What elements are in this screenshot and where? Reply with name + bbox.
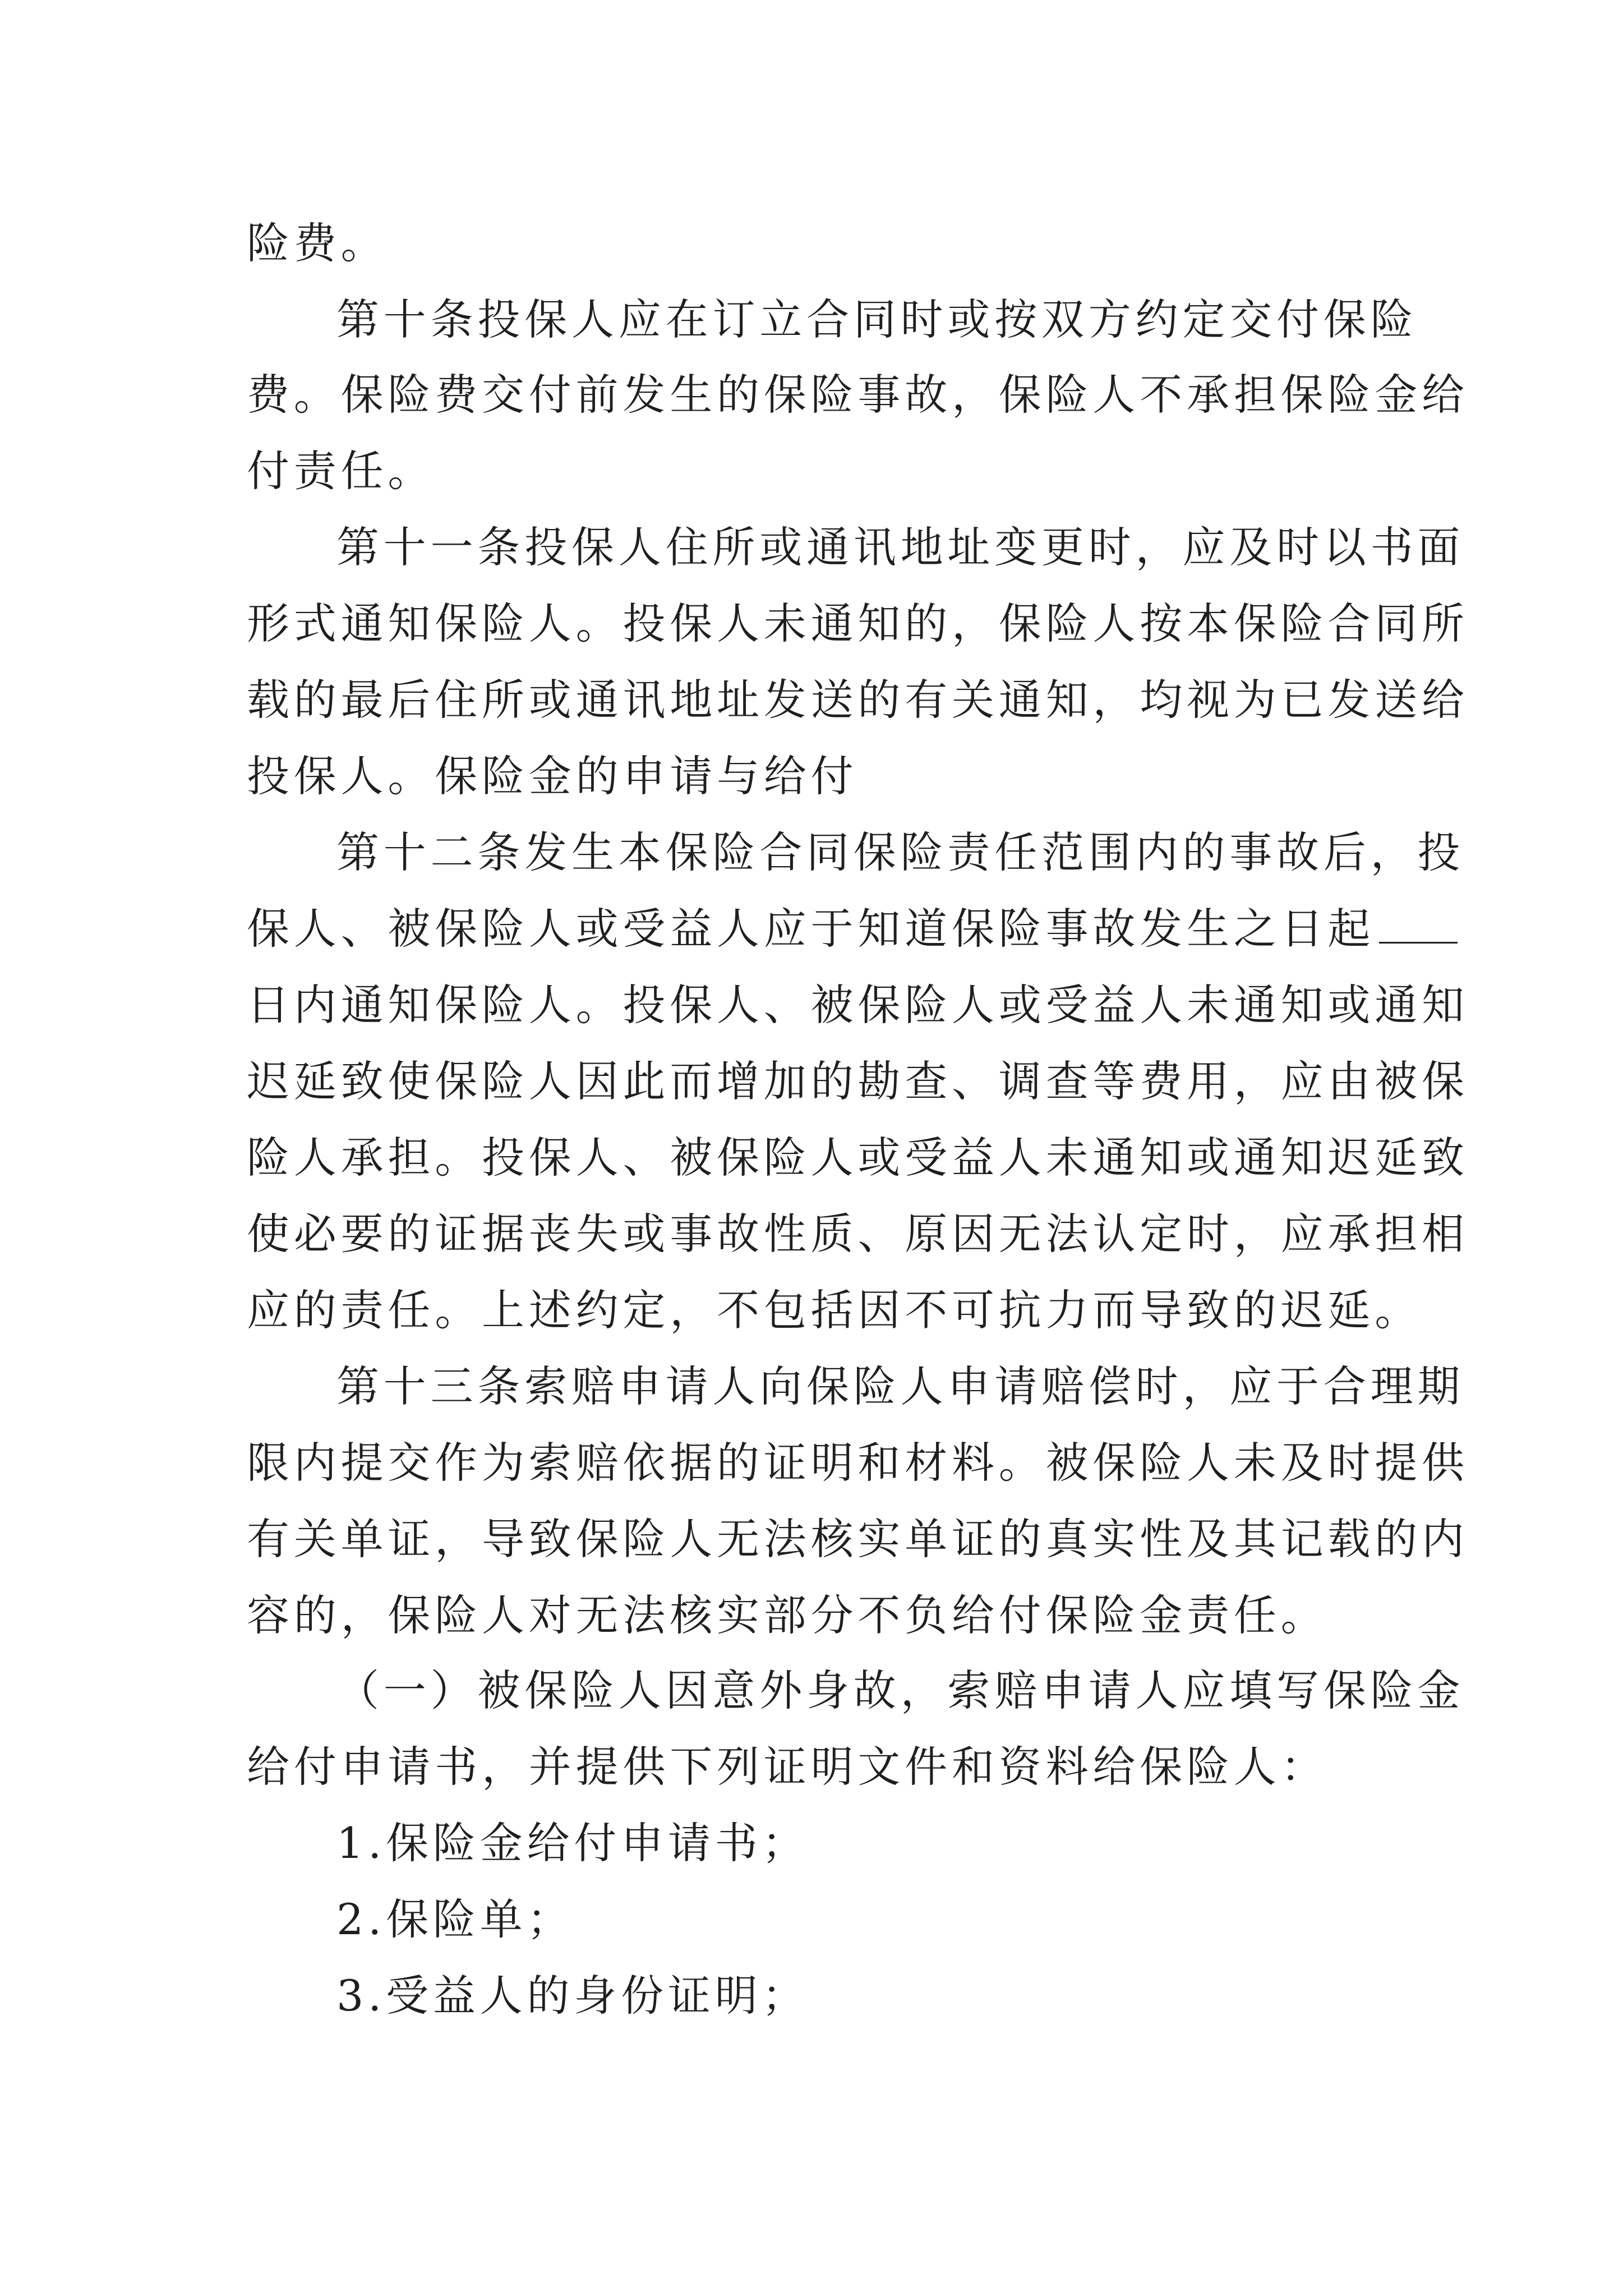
text-line: 付责任。 — [247, 446, 435, 496]
text-line: 应的责任。上述约定，不包括因不可抗力而导致的迟延。 — [247, 1285, 1422, 1335]
list-item: 3.受益人的身份证明； — [336, 1971, 809, 2021]
list-item: 1.保险金给付申请书； — [336, 1818, 809, 1868]
text-line: 日内通知保险人。投保人、被保险人或受益人未通知或通知 — [247, 980, 1469, 1030]
text-line-with-blank — [247, 900, 1391, 958]
article-12-line: 第十二条发生本保险合同保险责任范围内的事故后，投 — [336, 827, 1465, 877]
text-line: 载的最后住所或通讯地址发送的有关通知，均视为已发送给 — [247, 675, 1469, 725]
text-line: 有关单证，导致保险人无法核实单证的真实性及其记载的内 — [247, 1514, 1469, 1564]
text-line: 形式通知保险人。投保人未通知的，保险人按本保险合同所 — [247, 599, 1469, 648]
list-item: 2.保险单； — [336, 1894, 574, 1944]
text-line: 费。保险费交付前发生的保险事故，保险人不承担保险金给 — [247, 370, 1469, 420]
article-13-line: 第十三条索赔申请人向保险人申请赔偿时，应于合理期 — [336, 1361, 1465, 1411]
text-line: 投保人。保险金的申请与给付 — [247, 751, 858, 801]
text-line: 险人承担。投保人、被保险人或受益人未通知或通知迟延致 — [247, 1133, 1469, 1182]
fill-in-blank — [1379, 907, 1458, 944]
text-line: 给付申请书，并提供下列证明文件和资料给保险人： — [247, 1742, 1328, 1792]
text-line: 限内提交作为索赔依据的证明和材料。被保险人未及时提供 — [247, 1438, 1469, 1488]
text-line: 容的，保险人对无法核实部分不负给付保险金责任。 — [247, 1590, 1328, 1640]
text-line: 使必要的证据丧失或事故性质、原因无法认定时，应承担相 — [247, 1209, 1469, 1259]
article-11-line: 第十一条投保人住所或通讯地址变更时，应及时以书面 — [336, 522, 1465, 572]
subsection-1-line: （一）被保险人因意外身故，索赔申请人应填写保险金 — [336, 1665, 1465, 1715]
text-line-fragment: 保人、被保险人或受益人应于知道保险事故发生之日起 — [247, 904, 1375, 954]
article-10-line: 第十条投保人应在订立合同时或按双方约定交付保险 — [336, 295, 1418, 344]
text-line: 险费。 — [247, 218, 388, 268]
text-line: 迟延致使保险人因此而增加的勘查、调查等费用，应由被保 — [247, 1056, 1469, 1106]
